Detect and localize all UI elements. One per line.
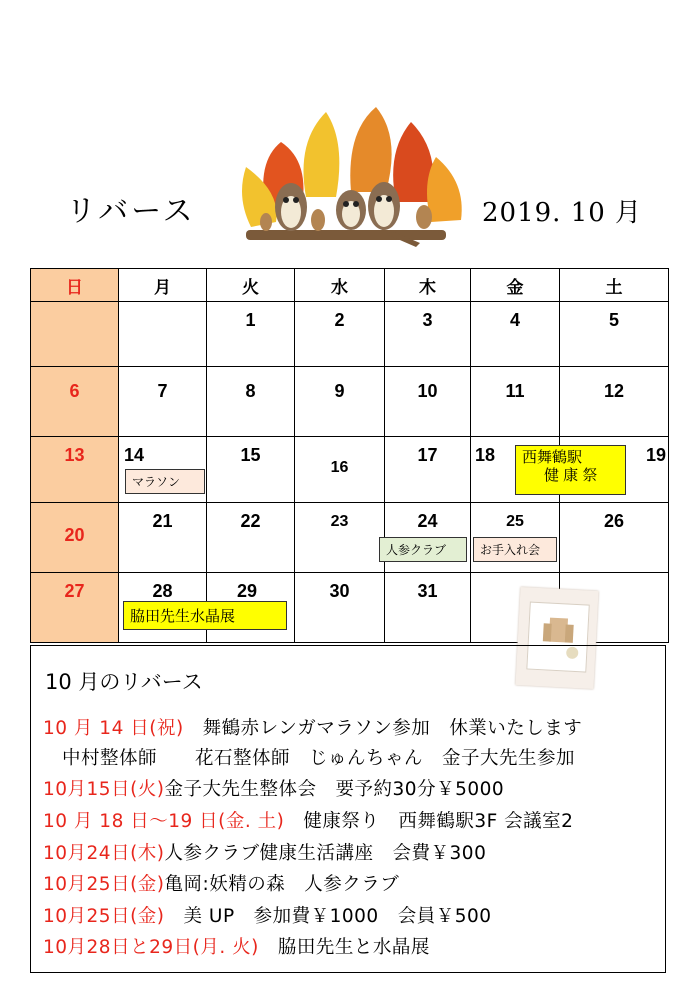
day-cell [119,367,207,437]
day-cell [31,367,119,437]
event-tag-health-festival [515,445,626,495]
event-tag-care-meeting: お手入れ会 [473,537,557,562]
day-cell [295,437,385,503]
day-cell [385,367,471,437]
weekday-header-row [31,269,669,302]
week-row [31,302,669,367]
day-cell [31,437,119,503]
day-number: 25 [506,513,524,530]
day-cell [207,503,295,573]
day-cell [207,437,295,503]
week-row [31,437,669,503]
day-cell [471,503,560,573]
day-number: 27 [64,581,85,601]
event-text: 脇田先生と水晶展 [258,937,430,958]
day-number: 17 [417,445,438,465]
day-cell [31,573,119,643]
day-number: 26 [603,511,625,531]
event-text: 健康祭り 西舞鶴駅3F 会議室2 [284,811,574,832]
event-date: 10 月 18 日～19 日(金. 土) [43,811,285,832]
day-cell [295,367,385,437]
day-number: 12 [603,381,625,401]
day-cell [385,573,471,643]
event-tag-marathon: マラソン [125,469,205,494]
calendar-table [30,268,669,643]
day-number: 15 [240,445,261,465]
event-text: 美 UP 参加費￥1000 会員￥500 [164,906,492,927]
day-cell [207,302,295,367]
event-text: 人参クラブ健康生活講座 会費￥300 [164,843,487,864]
event-text: 中村整体師 花石整体師 じゅんちゃん 金子大先生参加 [43,748,576,769]
event-line [43,839,486,865]
event-line [43,807,573,833]
weekday-sun: 日 [31,269,119,302]
event-tag-ninjin-club: 人参クラブ [379,537,467,562]
week-row [31,367,669,437]
day-number: 29 [237,581,258,601]
event-tag-wakita-crystal: 脇田先生水晶展 [123,601,287,630]
day-cell [385,437,471,503]
day-number: 13 [64,445,85,465]
day-number: 19 [645,445,666,465]
day-number: 16 [330,459,349,476]
day-number: 1 [245,310,256,330]
day-number: 31 [417,581,438,601]
event-tag-health-festival-line1: 西舞鶴駅 [522,449,583,466]
day-number: 6 [69,381,80,401]
day-number: 2 [334,310,345,330]
event-line [43,744,575,770]
day-cell [119,503,207,573]
day-number: 8 [245,381,256,401]
weekday-tue: 火 [207,269,295,302]
day-number: 18 [475,445,496,465]
day-cell [471,302,560,367]
event-text: 舞鶴赤レンガマラソン参加 休業いたします [183,718,583,739]
event-tag-health-festival-line2: 健 康 祭 [544,467,598,484]
day-number: 21 [152,511,173,531]
week-row [31,503,669,573]
event-line [43,714,582,740]
day-number: 4 [509,310,520,330]
event-line [43,775,504,801]
day-cell [471,367,560,437]
day-number: 23 [330,513,349,530]
event-line [43,870,399,896]
day-number: 22 [240,511,261,531]
event-line [43,902,492,928]
october-events-box [30,645,666,973]
day-cell [560,302,669,367]
event-date: 10 月 14 日(祝) [43,718,184,739]
day-cell [295,573,385,643]
weekday-thu: 木 [385,269,471,302]
day-number: 30 [329,581,350,601]
day-cell [207,367,295,437]
weekday-fri: 金 [471,269,560,302]
day-cell [295,302,385,367]
events-title: 10 月のリバース [45,670,203,694]
day-cell [295,503,385,573]
day-cell [471,437,598,503]
day-cell [385,302,471,367]
weekday-wed: 水 [295,269,385,302]
day-cell [119,302,207,367]
day-cell [560,367,669,437]
event-date: 10月28日と29日(月. 火) [43,937,259,958]
day-cell [31,503,119,573]
event-date: 10月15日(火) [43,779,165,800]
event-text: 金子大先生整体会 要予約30分￥5000 [164,779,505,800]
calendar-date: 2019. 10 月 [482,198,643,228]
autumn-leaves-owls-illustration [236,102,466,252]
day-cell [560,503,669,573]
day-cell [385,503,471,573]
event-date: 10月25日(金) [43,906,165,927]
event-date: 10月24日(木) [43,843,165,864]
day-cell [31,302,119,367]
day-number: 11 [505,381,525,401]
day-number: 10 [417,381,438,401]
day-number: 7 [157,381,168,401]
event-date: 10月25日(金) [43,874,165,895]
event-text: 亀岡:妖精の森 人参クラブ [164,874,400,895]
event-line [43,933,430,959]
weekday-sat: 土 [560,269,669,302]
day-number: 20 [64,525,85,545]
day-number: 28 [152,581,173,601]
day-cell [119,437,207,503]
day-number: 9 [334,381,345,401]
day-number: 3 [422,310,433,330]
page-title: リバース [66,194,196,229]
day-cell [119,573,236,643]
day-number: 24 [417,511,438,531]
day-number: 14 [124,445,145,465]
weekday-mon: 月 [119,269,207,302]
day-number: 5 [608,310,619,330]
